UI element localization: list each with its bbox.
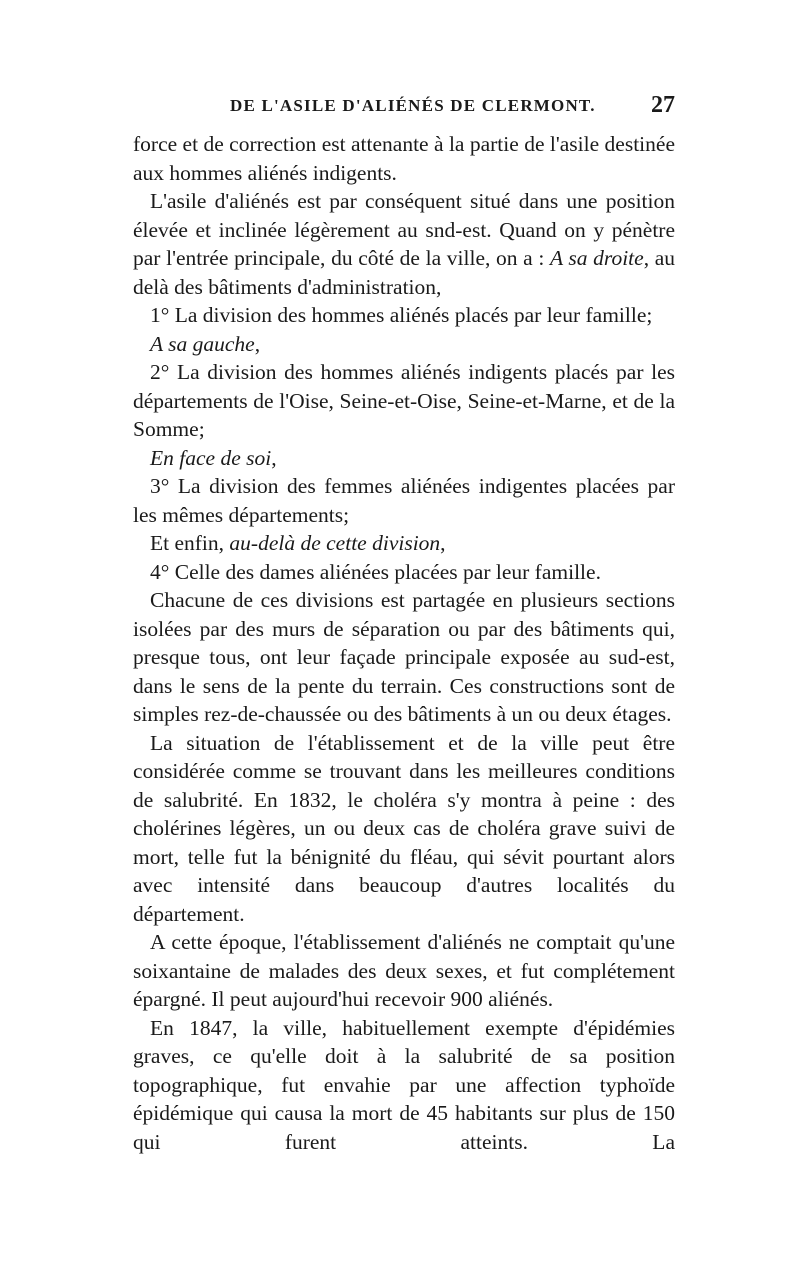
text-run: , au delà des bâtiments d'administration,	[133, 246, 676, 299]
text-run: ,	[254, 331, 261, 356]
text-run: La situation de l'établissement et de la ville peut être considérée comme se trouvant dans les meilleures conditions de salubrité. En 1832, le choléra s'y montra à peine : des cholérines légères, un ou deux cas de choléra grave suivi de mort, telle fut la bénignité du fléau, qui sévit pourtant alors avec intensité dans beaucoup d'autres localités du département.	[133, 730, 675, 926]
text-run: ,	[440, 531, 446, 555]
paragraph	[133, 330, 675, 359]
text-run: A cette époque, l'établissement d'aliénés ne comptait qu'une soixantaine de malades des deux sexes, et fut complétement épargné. Il peut aujourd'hui recevoir 900 aliénés.	[133, 930, 675, 1011]
italic-run: au-delà de cette division	[229, 531, 441, 555]
paragraph	[133, 444, 675, 473]
running-head	[133, 92, 675, 122]
text-run: En 1847, la ville, habituellement exempte d'épidémies graves, ce qu'elle doit à la salubrité de sa position topographique, fut envahie par une affection typhoïde épidémique qui causa la mort de 45 habitants sur plus de 150 qui furent atteints. La	[133, 1015, 675, 1154]
paragraph	[133, 472, 675, 529]
paragraph	[133, 301, 675, 330]
text-run: L'asile d'aliénés est par conséquent situé dans une position élevée et inclinée légèrement au snd-est. Quand on y pénètre par l'entrée principale, du côté de la ville, on a :	[133, 189, 675, 270]
paragraph	[133, 529, 675, 558]
paragraph	[133, 586, 675, 729]
text-run: Et enfin,	[150, 531, 230, 555]
paragraph	[133, 130, 675, 187]
italic-run: En face de soi	[150, 445, 272, 470]
paragraph	[133, 1014, 675, 1157]
paragraph	[133, 928, 675, 1014]
body-text	[133, 130, 675, 1156]
paragraph	[133, 729, 675, 929]
text-run: Chacune de ces divisions est partagée en plusieurs sections isolées par des murs de séparation ou par des bâtiments qui, presque tous, ont leur façade principale exposée au sud-est, dans le sens de la pente du terrain. Ces constructions sont de simples rez-de-chaussée ou des bâtiments à un ou deux étages.	[133, 588, 675, 726]
text-run: 4° Celle des dames aliénées placées par leur famille.	[150, 559, 601, 584]
page-number: 27	[651, 92, 675, 118]
italic-run: A sa droite	[549, 246, 644, 270]
text-run: 1° La division des hommes aliénés placés par leur famille;	[150, 303, 653, 327]
text-run: 3° La division des femmes aliénées indigentes placées par les mêmes départements;	[133, 474, 675, 527]
paragraph	[133, 558, 675, 587]
running-title: DE L'ASILE D'ALIÉNÉS DE CLERMONT.	[230, 96, 596, 115]
italic-run: A sa gauche	[150, 331, 255, 356]
text-run: force et de correction est attenante à la partie de l'asile destinée aux hommes aliénés indigents.	[133, 132, 675, 185]
paragraph	[133, 187, 675, 301]
paragraph	[133, 358, 675, 444]
text-run: ,	[271, 445, 277, 470]
text-run: 2° La division des hommes aliénés indigents placés par les départements de l'Oise, Seine-et-Oise, Seine-et-Marne, et de la Somme;	[133, 360, 675, 441]
